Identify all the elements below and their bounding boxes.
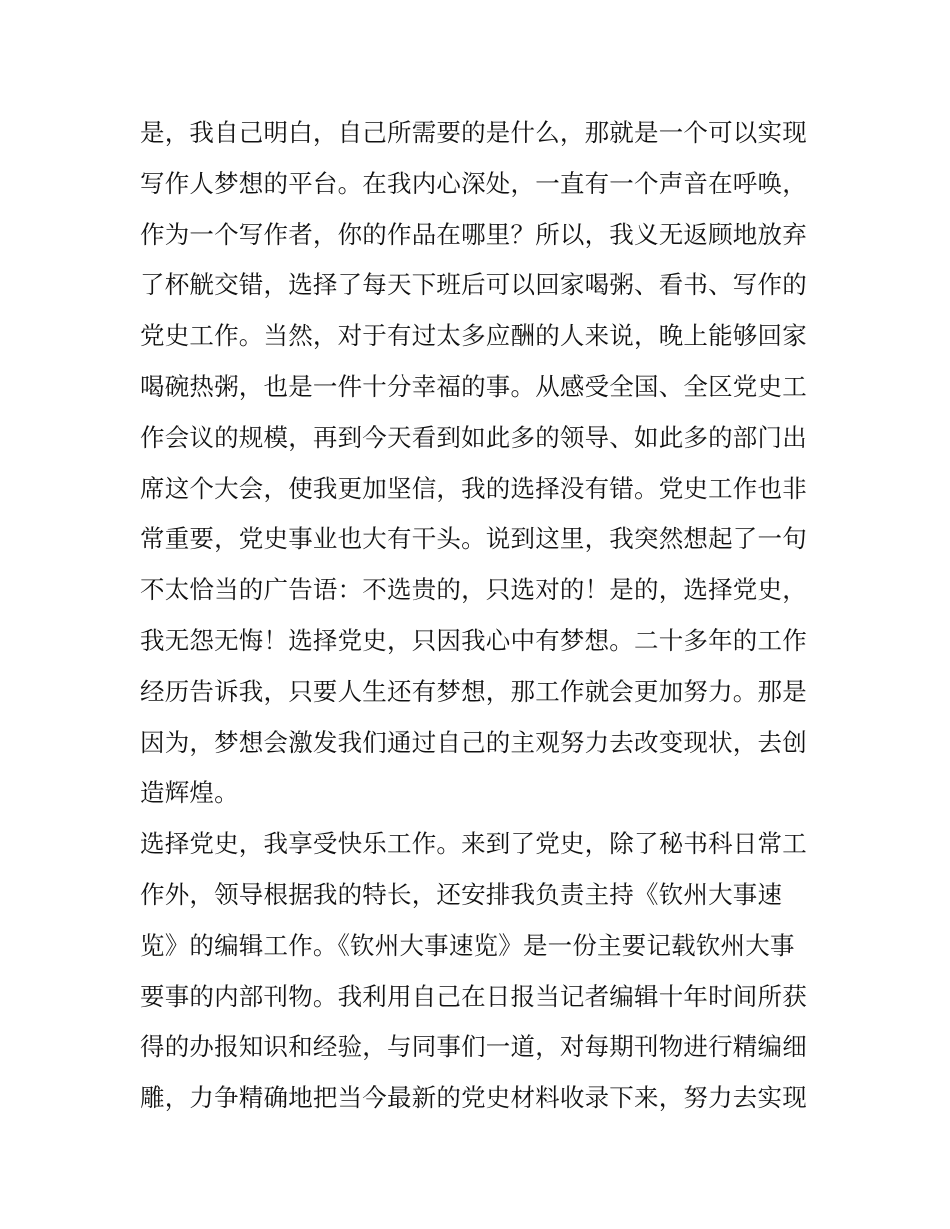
text-line: 览》的编辑工作。《钦州大事速览》是一份主要记载钦州大事 xyxy=(140,930,795,960)
text-line: 雕，力争精确地把当今最新的党史材料收录下来，努力去实现 xyxy=(140,1083,807,1113)
text-line: 造辉煌。 xyxy=(140,778,239,808)
document-body-text xyxy=(140,108,820,1124)
text-line: 要事的内部刊物。我利用自己在日报当记者编辑十年时间所获 xyxy=(140,981,807,1011)
text-line: 因为，梦想会激发我们通过自己的主观努力去改变现状，去创 xyxy=(140,727,807,757)
text-line: 不太恰当的广告语：不选贵的，只选对的！是的，选择党史， xyxy=(140,575,807,605)
text-line: 党史工作。当然，对于有过太多应酬的人来说，晚上能够回家 xyxy=(140,321,807,351)
text-line: 作为一个写作者，你的作品在哪里？所以，我义无返顾地放弃 xyxy=(140,219,807,249)
text-line: 我无怨无悔！选择党史，只因我心中有梦想。二十多年的工作 xyxy=(140,625,807,655)
text-line: 了杯觥交错，选择了每天下班后可以回家喝粥、看书、写作的 xyxy=(140,270,807,300)
text-line: 得的办报知识和经验，与同事们一道，对每期刊物进行精编细 xyxy=(140,1032,807,1062)
text-line: 常重要，党史事业也大有干头。说到这里，我突然想起了一句 xyxy=(140,524,807,554)
text-line: 选择党史，我享受快乐工作。来到了党史，除了秘书科日常工 xyxy=(140,829,807,859)
text-line: 作外，领导根据我的特长，还安排我负责主持《钦州大事速 xyxy=(140,879,783,909)
text-line: 喝碗热粥，也是一件十分幸福的事。从感受全国、全区党史工 xyxy=(140,371,807,401)
text-line: 写作人梦想的平台。在我内心深处，一直有一个声音在呼唤， xyxy=(140,168,807,198)
text-line: 经历告诉我，只要人生还有梦想，那工作就会更加努力。那是 xyxy=(140,676,807,706)
text-line: 席这个大会，使我更加坚信，我的选择没有错。党史工作也非 xyxy=(140,473,807,503)
text-line: 是，我自己明白，自己所需要的是什么，那就是一个可以实现 xyxy=(140,118,807,147)
text-line: 作会议的规模，再到今天看到如此多的领导、如此多的部门出 xyxy=(140,422,807,452)
